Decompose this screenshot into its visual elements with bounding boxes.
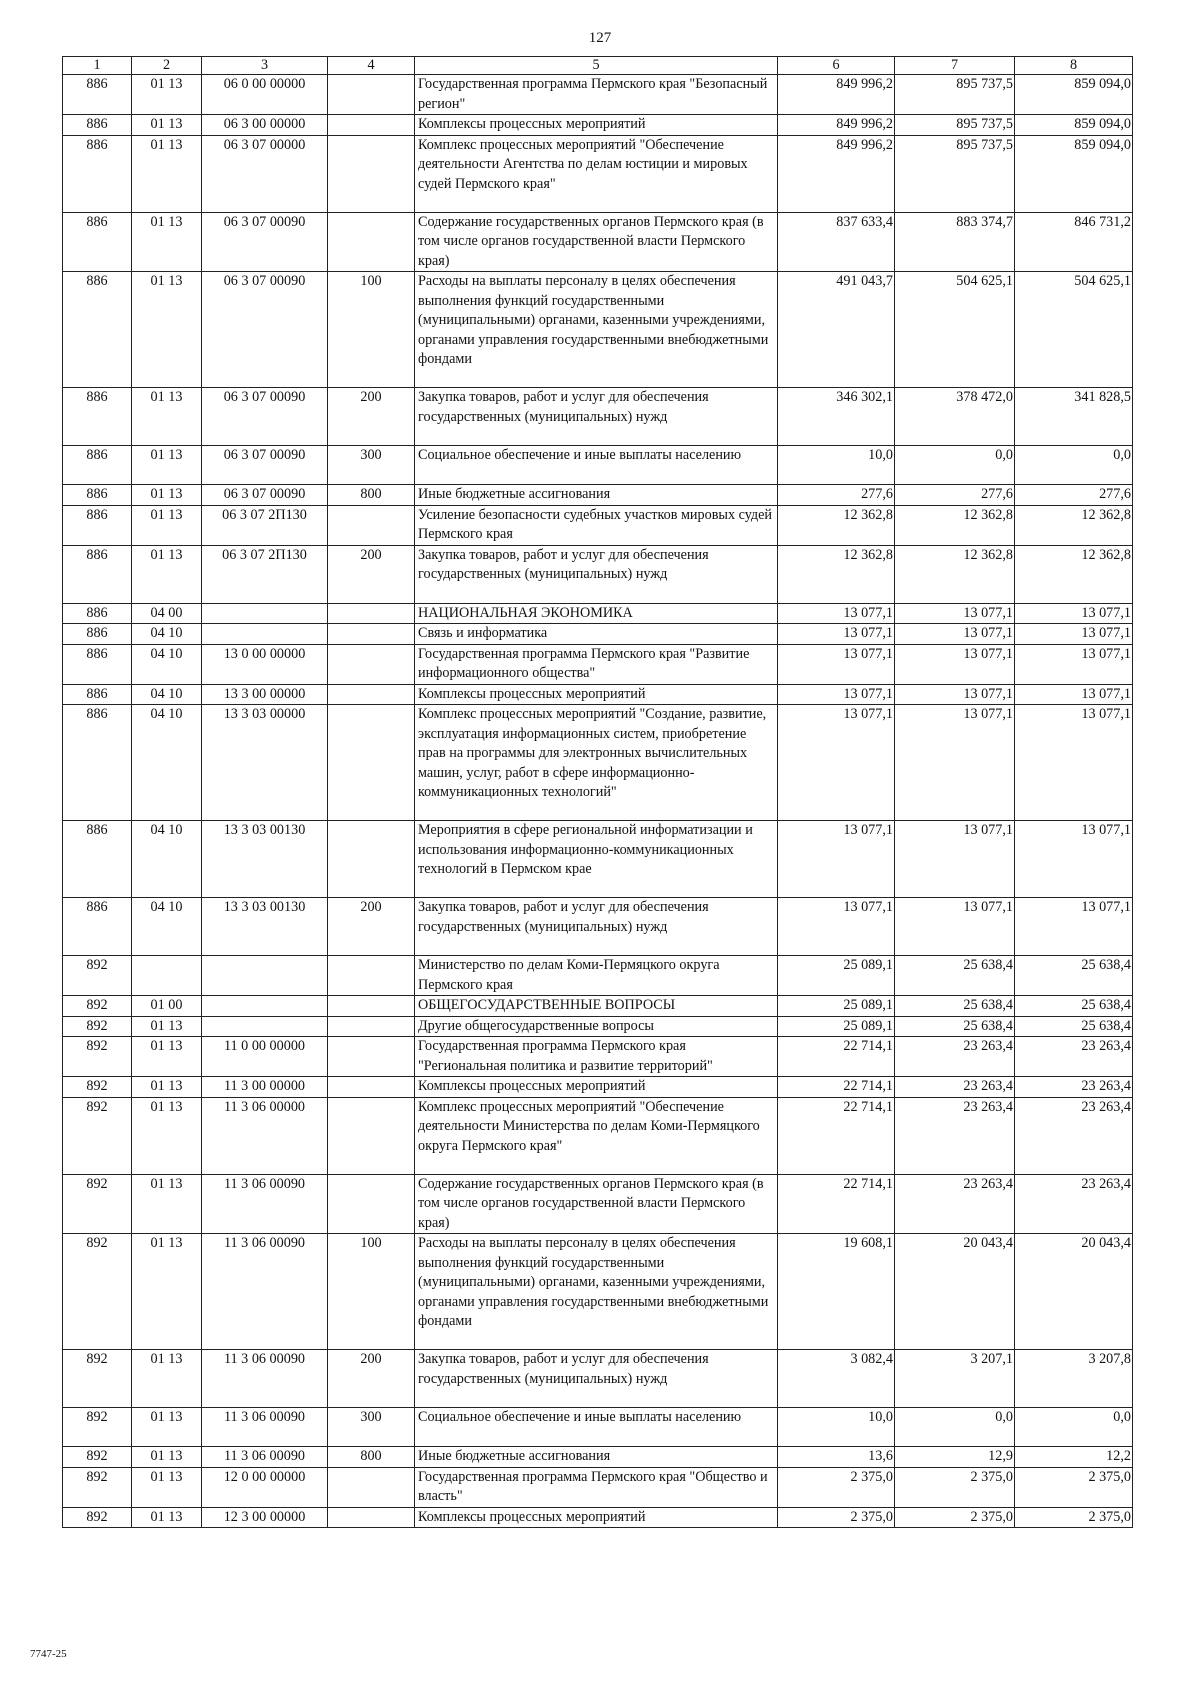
column-header: 5 (415, 57, 778, 75)
cell-expense-type (328, 624, 415, 645)
cell-amount-year-1: 491 043,7 (778, 272, 895, 388)
column-header: 8 (1015, 57, 1133, 75)
cell-grbs-code: 886 (63, 705, 132, 821)
cell-section-code: 04 10 (132, 644, 202, 684)
cell-description: Государственная программа Пермского края "Безопасный регион" (415, 75, 778, 115)
cell-description: Другие общегосударственные вопросы (415, 1016, 778, 1037)
cell-amount-year-1: 25 089,1 (778, 996, 895, 1017)
table-row (63, 212, 1133, 272)
cell-grbs-code: 886 (63, 388, 132, 446)
cell-section-code: 04 10 (132, 624, 202, 645)
cell-amount-year-2: 895 737,5 (895, 135, 1015, 212)
table-row (63, 1467, 1133, 1507)
cell-amount-year-2: 378 472,0 (895, 388, 1015, 446)
column-header: 4 (328, 57, 415, 75)
cell-amount-year-3: 13 077,1 (1015, 624, 1133, 645)
cell-amount-year-1: 2 375,0 (778, 1507, 895, 1528)
cell-amount-year-3: 13 077,1 (1015, 821, 1133, 898)
cell-section-code: 01 13 (132, 446, 202, 485)
cell-grbs-code: 886 (63, 644, 132, 684)
cell-amount-year-1: 13 077,1 (778, 684, 895, 705)
cell-amount-year-3: 23 263,4 (1015, 1174, 1133, 1234)
cell-grbs-code: 886 (63, 75, 132, 115)
cell-grbs-code: 892 (63, 1447, 132, 1468)
cell-description: НАЦИОНАЛЬНАЯ ЭКОНОМИКА (415, 603, 778, 624)
cell-expense-type: 200 (328, 898, 415, 956)
cell-grbs-code: 892 (63, 996, 132, 1017)
cell-amount-year-1: 277,6 (778, 485, 895, 506)
cell-amount-year-2: 13 077,1 (895, 705, 1015, 821)
cell-amount-year-1: 22 714,1 (778, 1077, 895, 1098)
cell-grbs-code: 886 (63, 212, 132, 272)
cell-expense-type (328, 212, 415, 272)
cell-description: Государственная программа Пермского края "Общество и власть" (415, 1467, 778, 1507)
cell-amount-year-3: 25 638,4 (1015, 1016, 1133, 1037)
cell-section-code: 01 13 (132, 1037, 202, 1077)
table-row (63, 705, 1133, 821)
cell-section-code: 01 13 (132, 1447, 202, 1468)
cell-target-article: 06 3 07 00090 (202, 272, 328, 388)
cell-description: Социальное обеспечение и иные выплаты населению (415, 446, 778, 485)
cell-target-article (202, 624, 328, 645)
cell-amount-year-1: 12 362,8 (778, 505, 895, 545)
table-row (63, 1408, 1133, 1447)
cell-grbs-code: 886 (63, 485, 132, 506)
cell-section-code: 01 13 (132, 1016, 202, 1037)
cell-section-code: 01 13 (132, 485, 202, 506)
cell-amount-year-3: 13 077,1 (1015, 684, 1133, 705)
cell-amount-year-1: 849 996,2 (778, 135, 895, 212)
cell-section-code: 01 13 (132, 1350, 202, 1408)
table-row (63, 545, 1133, 603)
cell-amount-year-2: 0,0 (895, 1408, 1015, 1447)
cell-description: Мероприятия в сфере региональной информатизации и использования информационно-коммуникационных технологий в Пермском крае (415, 821, 778, 898)
cell-grbs-code: 892 (63, 1077, 132, 1098)
cell-expense-type (328, 505, 415, 545)
cell-amount-year-1: 346 302,1 (778, 388, 895, 446)
table-row (63, 505, 1133, 545)
cell-amount-year-2: 12 362,8 (895, 505, 1015, 545)
column-header: 7 (895, 57, 1015, 75)
cell-amount-year-2: 895 737,5 (895, 115, 1015, 136)
cell-description: Усиление безопасности судебных участков мировых судей Пермского края (415, 505, 778, 545)
cell-amount-year-1: 13 077,1 (778, 898, 895, 956)
cell-amount-year-3: 859 094,0 (1015, 115, 1133, 136)
cell-section-code: 01 13 (132, 115, 202, 136)
table-row (63, 996, 1133, 1017)
cell-description: Комплексы процессных мероприятий (415, 1077, 778, 1098)
cell-description: Комплексы процессных мероприятий (415, 684, 778, 705)
cell-grbs-code: 892 (63, 1234, 132, 1350)
cell-amount-year-2: 895 737,5 (895, 75, 1015, 115)
table-row (63, 821, 1133, 898)
cell-description: Комплексы процессных мероприятий (415, 1507, 778, 1528)
cell-amount-year-3: 2 375,0 (1015, 1507, 1133, 1528)
cell-target-article: 06 3 07 00090 (202, 485, 328, 506)
cell-grbs-code: 886 (63, 135, 132, 212)
cell-section-code: 01 13 (132, 75, 202, 115)
cell-amount-year-2: 12 362,8 (895, 545, 1015, 603)
cell-amount-year-1: 25 089,1 (778, 956, 895, 996)
budget-table (62, 56, 1133, 1528)
table-row (63, 1234, 1133, 1350)
document-code: 7747-25 (30, 1648, 67, 1660)
cell-amount-year-1: 13 077,1 (778, 624, 895, 645)
cell-amount-year-1: 10,0 (778, 446, 895, 485)
cell-amount-year-2: 23 263,4 (895, 1097, 1015, 1174)
cell-description: Закупка товаров, работ и услуг для обеспечения государственных (муниципальных) нужд (415, 388, 778, 446)
table-row (63, 115, 1133, 136)
cell-description: ОБЩЕГОСУДАРСТВЕННЫЕ ВОПРОСЫ (415, 996, 778, 1017)
cell-target-article: 13 3 03 00130 (202, 898, 328, 956)
table-row (63, 485, 1133, 506)
cell-expense-type: 100 (328, 1234, 415, 1350)
cell-section-code: 01 13 (132, 1234, 202, 1350)
table-row (63, 624, 1133, 645)
cell-description: Государственная программа Пермского края "Развитие информационного общества" (415, 644, 778, 684)
cell-amount-year-2: 2 375,0 (895, 1467, 1015, 1507)
table-row (63, 388, 1133, 446)
cell-grbs-code: 892 (63, 1037, 132, 1077)
cell-description: Содержание государственных органов Пермского края (в том числе органов государственной власти Пермского края) (415, 212, 778, 272)
cell-target-article: 06 0 00 00000 (202, 75, 328, 115)
cell-target-article: 06 3 07 00000 (202, 135, 328, 212)
cell-expense-type: 300 (328, 1408, 415, 1447)
cell-description: Иные бюджетные ассигнования (415, 1447, 778, 1468)
cell-grbs-code: 892 (63, 1350, 132, 1408)
cell-amount-year-1: 19 608,1 (778, 1234, 895, 1350)
cell-amount-year-2: 12,9 (895, 1447, 1015, 1468)
table-row (63, 1077, 1133, 1098)
cell-description: Иные бюджетные ассигнования (415, 485, 778, 506)
cell-expense-type: 300 (328, 446, 415, 485)
cell-target-article: 11 3 06 00000 (202, 1097, 328, 1174)
cell-amount-year-1: 13 077,1 (778, 644, 895, 684)
cell-amount-year-3: 12,2 (1015, 1447, 1133, 1468)
cell-amount-year-1: 13,6 (778, 1447, 895, 1468)
cell-section-code: 01 13 (132, 1174, 202, 1234)
table-row (63, 446, 1133, 485)
cell-expense-type (328, 603, 415, 624)
table-row (63, 1174, 1133, 1234)
table-header-row (63, 57, 1133, 75)
cell-description: Закупка товаров, работ и услуг для обеспечения государственных (муниципальных) нужд (415, 898, 778, 956)
cell-expense-type (328, 644, 415, 684)
cell-description: Комплекс процессных мероприятий "Обеспечение деятельности Агентства по делам юстиции и мировых судей Пермского края" (415, 135, 778, 212)
column-header: 1 (63, 57, 132, 75)
cell-amount-year-1: 10,0 (778, 1408, 895, 1447)
table-row (63, 684, 1133, 705)
cell-expense-type (328, 996, 415, 1017)
cell-section-code: 01 13 (132, 545, 202, 603)
cell-target-article: 11 3 06 00090 (202, 1174, 328, 1234)
cell-amount-year-3: 2 375,0 (1015, 1467, 1133, 1507)
cell-section-code: 01 13 (132, 212, 202, 272)
cell-amount-year-3: 277,6 (1015, 485, 1133, 506)
cell-amount-year-2: 25 638,4 (895, 1016, 1015, 1037)
cell-amount-year-3: 12 362,8 (1015, 545, 1133, 603)
cell-amount-year-3: 13 077,1 (1015, 603, 1133, 624)
cell-description: Социальное обеспечение и иные выплаты населению (415, 1408, 778, 1447)
cell-expense-type: 200 (328, 545, 415, 603)
cell-target-article (202, 603, 328, 624)
table-row (63, 1016, 1133, 1037)
cell-amount-year-2: 277,6 (895, 485, 1015, 506)
cell-section-code: 01 13 (132, 505, 202, 545)
cell-target-article: 11 3 06 00090 (202, 1350, 328, 1408)
cell-amount-year-3: 23 263,4 (1015, 1097, 1133, 1174)
cell-target-article: 13 3 00 00000 (202, 684, 328, 705)
cell-target-article (202, 1016, 328, 1037)
table-row (63, 956, 1133, 996)
cell-amount-year-3: 20 043,4 (1015, 1234, 1133, 1350)
cell-amount-year-2: 23 263,4 (895, 1174, 1015, 1234)
cell-target-article: 11 3 00 00000 (202, 1077, 328, 1098)
cell-section-code: 01 00 (132, 996, 202, 1017)
table-row (63, 603, 1133, 624)
cell-expense-type (328, 1097, 415, 1174)
cell-amount-year-1: 12 362,8 (778, 545, 895, 603)
cell-grbs-code: 892 (63, 1408, 132, 1447)
cell-target-article: 06 3 07 2П130 (202, 545, 328, 603)
table-row (63, 1350, 1133, 1408)
cell-description: Министерство по делам Коми-Пермяцкого округа Пермского края (415, 956, 778, 996)
cell-section-code: 04 10 (132, 684, 202, 705)
cell-grbs-code: 892 (63, 1097, 132, 1174)
cell-amount-year-1: 22 714,1 (778, 1097, 895, 1174)
cell-amount-year-2: 23 263,4 (895, 1037, 1015, 1077)
table-row (63, 898, 1133, 956)
cell-amount-year-2: 883 374,7 (895, 212, 1015, 272)
cell-description: Расходы на выплаты персоналу в целях обеспечения выполнения функций государственными (муниципальными) органами, казенными учреждениями, органами управления государственными внебюджетными фондами (415, 1234, 778, 1350)
cell-expense-type (328, 956, 415, 996)
cell-amount-year-3: 0,0 (1015, 1408, 1133, 1447)
cell-amount-year-2: 25 638,4 (895, 956, 1015, 996)
cell-section-code (132, 956, 202, 996)
cell-amount-year-3: 23 263,4 (1015, 1077, 1133, 1098)
cell-description: Расходы на выплаты персоналу в целях обеспечения выполнения функций государственными (муниципальными) органами, казенными учреждениями, органами управления государственными внебюджетными фондами (415, 272, 778, 388)
cell-expense-type (328, 684, 415, 705)
table-row (63, 644, 1133, 684)
cell-expense-type (328, 1467, 415, 1507)
cell-expense-type: 200 (328, 1350, 415, 1408)
cell-target-article: 13 3 03 00130 (202, 821, 328, 898)
column-header: 6 (778, 57, 895, 75)
cell-expense-type: 800 (328, 1447, 415, 1468)
cell-amount-year-3: 3 207,8 (1015, 1350, 1133, 1408)
cell-description: Содержание государственных органов Пермского края (в том числе органов государственной власти Пермского края) (415, 1174, 778, 1234)
table-row (63, 1097, 1133, 1174)
cell-grbs-code: 892 (63, 1467, 132, 1507)
cell-section-code: 04 10 (132, 821, 202, 898)
cell-description: Связь и информатика (415, 624, 778, 645)
cell-grbs-code: 886 (63, 603, 132, 624)
cell-target-article: 11 3 06 00090 (202, 1447, 328, 1468)
cell-description: Комплекс процессных мероприятий "Создание, развитие, эксплуатация информационных систем, приобретение прав на программы для электронных вычислительных машин, услуг, работ в сфере информационно-коммуникационных технологий" (415, 705, 778, 821)
page-number: 127 (588, 30, 612, 46)
cell-target-article: 12 3 00 00000 (202, 1507, 328, 1528)
cell-amount-year-2: 20 043,4 (895, 1234, 1015, 1350)
cell-expense-type (328, 1037, 415, 1077)
cell-section-code: 01 13 (132, 1408, 202, 1447)
cell-amount-year-2: 0,0 (895, 446, 1015, 485)
cell-expense-type: 100 (328, 272, 415, 388)
cell-amount-year-1: 13 077,1 (778, 821, 895, 898)
cell-expense-type: 200 (328, 388, 415, 446)
cell-amount-year-3: 846 731,2 (1015, 212, 1133, 272)
cell-description: Государственная программа Пермского края "Региональная политика и развитие территорий" (415, 1037, 778, 1077)
cell-grbs-code: 886 (63, 898, 132, 956)
cell-amount-year-3: 25 638,4 (1015, 956, 1133, 996)
cell-amount-year-1: 13 077,1 (778, 705, 895, 821)
cell-amount-year-1: 3 082,4 (778, 1350, 895, 1408)
column-header: 2 (132, 57, 202, 75)
cell-amount-year-3: 13 077,1 (1015, 705, 1133, 821)
cell-expense-type: 800 (328, 485, 415, 506)
cell-amount-year-1: 837 633,4 (778, 212, 895, 272)
cell-section-code: 04 10 (132, 898, 202, 956)
cell-target-article (202, 956, 328, 996)
cell-section-code: 04 10 (132, 705, 202, 821)
cell-section-code: 01 13 (132, 1507, 202, 1528)
table-row (63, 1507, 1133, 1528)
cell-section-code: 01 13 (132, 388, 202, 446)
cell-target-article: 06 3 07 2П130 (202, 505, 328, 545)
cell-amount-year-2: 13 077,1 (895, 644, 1015, 684)
cell-amount-year-3: 859 094,0 (1015, 135, 1133, 212)
cell-section-code: 01 13 (132, 1077, 202, 1098)
table-row (63, 1447, 1133, 1468)
cell-target-article: 11 3 06 00090 (202, 1234, 328, 1350)
cell-expense-type (328, 1174, 415, 1234)
cell-section-code: 01 13 (132, 1467, 202, 1507)
cell-section-code: 04 00 (132, 603, 202, 624)
cell-amount-year-2: 2 375,0 (895, 1507, 1015, 1528)
cell-expense-type (328, 115, 415, 136)
cell-grbs-code: 886 (63, 624, 132, 645)
cell-amount-year-2: 3 207,1 (895, 1350, 1015, 1408)
cell-amount-year-3: 13 077,1 (1015, 644, 1133, 684)
cell-amount-year-1: 22 714,1 (778, 1037, 895, 1077)
cell-amount-year-3: 13 077,1 (1015, 898, 1133, 956)
cell-expense-type (328, 705, 415, 821)
cell-grbs-code: 892 (63, 956, 132, 996)
cell-expense-type (328, 1507, 415, 1528)
cell-amount-year-3: 25 638,4 (1015, 996, 1133, 1017)
cell-description: Комплексы процессных мероприятий (415, 115, 778, 136)
cell-expense-type (328, 1016, 415, 1037)
cell-amount-year-2: 13 077,1 (895, 898, 1015, 956)
cell-amount-year-1: 25 089,1 (778, 1016, 895, 1037)
cell-target-article: 06 3 00 00000 (202, 115, 328, 136)
cell-amount-year-2: 23 263,4 (895, 1077, 1015, 1098)
cell-amount-year-2: 13 077,1 (895, 603, 1015, 624)
table-row (63, 75, 1133, 115)
cell-amount-year-2: 13 077,1 (895, 624, 1015, 645)
cell-target-article: 06 3 07 00090 (202, 212, 328, 272)
cell-amount-year-3: 341 828,5 (1015, 388, 1133, 446)
cell-amount-year-3: 0,0 (1015, 446, 1133, 485)
cell-section-code: 01 13 (132, 1097, 202, 1174)
cell-amount-year-2: 504 625,1 (895, 272, 1015, 388)
cell-amount-year-2: 13 077,1 (895, 821, 1015, 898)
cell-expense-type (328, 1077, 415, 1098)
cell-amount-year-3: 12 362,8 (1015, 505, 1133, 545)
cell-amount-year-1: 849 996,2 (778, 75, 895, 115)
cell-description: Закупка товаров, работ и услуг для обеспечения государственных (муниципальных) нужд (415, 545, 778, 603)
cell-grbs-code: 886 (63, 821, 132, 898)
cell-expense-type (328, 821, 415, 898)
table-row (63, 135, 1133, 212)
cell-target-article: 11 0 00 00000 (202, 1037, 328, 1077)
cell-grbs-code: 886 (63, 446, 132, 485)
cell-target-article (202, 996, 328, 1017)
cell-grbs-code: 892 (63, 1016, 132, 1037)
cell-expense-type (328, 135, 415, 212)
column-header: 3 (202, 57, 328, 75)
cell-grbs-code: 892 (63, 1507, 132, 1528)
cell-amount-year-2: 13 077,1 (895, 684, 1015, 705)
cell-grbs-code: 892 (63, 1174, 132, 1234)
cell-target-article: 06 3 07 00090 (202, 446, 328, 485)
cell-grbs-code: 886 (63, 545, 132, 603)
cell-amount-year-1: 849 996,2 (778, 115, 895, 136)
cell-amount-year-3: 859 094,0 (1015, 75, 1133, 115)
cell-grbs-code: 886 (63, 684, 132, 705)
cell-amount-year-1: 2 375,0 (778, 1467, 895, 1507)
cell-description: Закупка товаров, работ и услуг для обеспечения государственных (муниципальных) нужд (415, 1350, 778, 1408)
cell-target-article: 11 3 06 00090 (202, 1408, 328, 1447)
cell-amount-year-1: 22 714,1 (778, 1174, 895, 1234)
table-row (63, 1037, 1133, 1077)
cell-grbs-code: 886 (63, 272, 132, 388)
cell-grbs-code: 886 (63, 505, 132, 545)
cell-grbs-code: 886 (63, 115, 132, 136)
table-row (63, 272, 1133, 388)
cell-target-article: 13 3 03 00000 (202, 705, 328, 821)
cell-target-article: 06 3 07 00090 (202, 388, 328, 446)
cell-target-article: 13 0 00 00000 (202, 644, 328, 684)
cell-section-code: 01 13 (132, 272, 202, 388)
cell-expense-type (328, 75, 415, 115)
cell-amount-year-2: 25 638,4 (895, 996, 1015, 1017)
cell-description: Комплекс процессных мероприятий "Обеспечение деятельности Министерства по делам Коми-Пермяцкого округа Пермского края" (415, 1097, 778, 1174)
cell-section-code: 01 13 (132, 135, 202, 212)
cell-amount-year-1: 13 077,1 (778, 603, 895, 624)
cell-amount-year-3: 504 625,1 (1015, 272, 1133, 388)
cell-target-article: 12 0 00 00000 (202, 1467, 328, 1507)
cell-amount-year-3: 23 263,4 (1015, 1037, 1133, 1077)
